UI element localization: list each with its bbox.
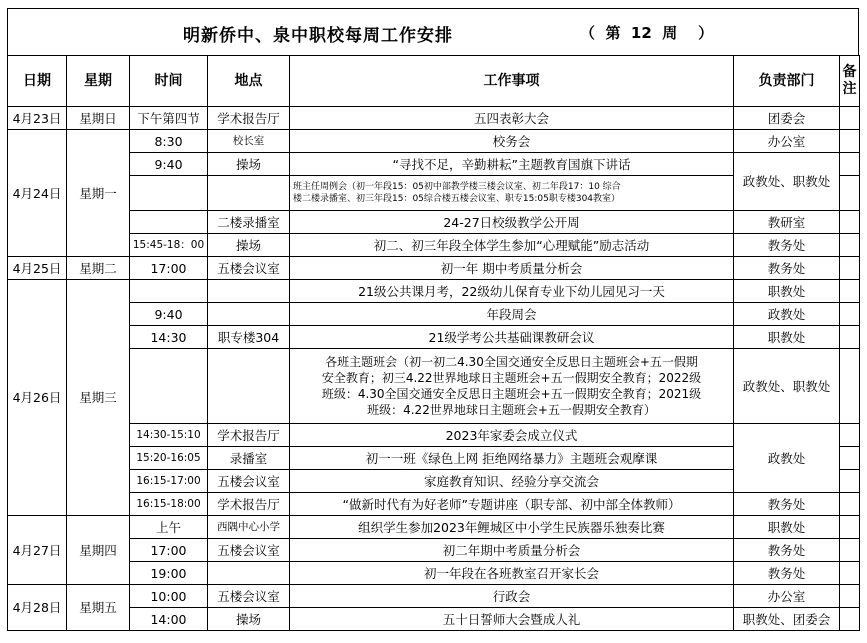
- date-cell: 4月25日: [8, 257, 67, 280]
- time-cell: 19:00: [130, 562, 208, 585]
- column-header-place: 地点: [208, 56, 290, 107]
- place-cell: 五楼会议室: [208, 470, 290, 493]
- place-cell: [208, 303, 290, 326]
- page-title: 明新侨中、泉中职校每周工作安排: [183, 26, 453, 46]
- dept-cell: 教务处: [734, 493, 840, 516]
- time-cell: [130, 176, 208, 211]
- column-header-date: 日期: [8, 56, 67, 107]
- note-cell: [840, 424, 860, 447]
- weekday-cell: 星期四: [67, 516, 130, 585]
- dept-cell: 办公室: [734, 130, 840, 153]
- item-cell: 各班主题班会（初一初二4.30全国交通安全反思日主题班会+五一假期 安全教育；初三4.22世界地球日主题班会+五一假期安全教育；2022级 班级：4.30全国交通安全反思日主题班会+五一假期安全教育；2021级 班级：4.22世界地球日主题班会+五一假期安全教育）: [290, 349, 734, 424]
- note-cell: [840, 349, 860, 424]
- weekday-cell: 星期一: [67, 130, 130, 257]
- weekday-cell: 星期三: [67, 280, 130, 516]
- place-cell: 五楼会议室: [208, 539, 290, 562]
- time-cell: 下午第四节: [130, 107, 208, 130]
- time-cell: 17:00: [130, 257, 208, 280]
- item-cell: 初二年期中考质量分析会: [290, 539, 734, 562]
- note-cell: [840, 539, 860, 562]
- note-cell: [840, 280, 860, 303]
- item-cell: “寻找不足，辛勤耕耘”主题教育国旗下讲话: [290, 153, 734, 176]
- note-cell: [840, 470, 860, 493]
- item-cell: 24-27日校级教学公开周: [290, 211, 734, 234]
- dept-cell: 教务处: [734, 234, 840, 257]
- note-cell: [840, 211, 860, 234]
- table-row: [8, 130, 860, 153]
- table-row: [8, 303, 860, 326]
- place-cell: 校长室: [208, 130, 290, 153]
- time-cell: 9:40: [130, 153, 208, 176]
- place-cell: [208, 562, 290, 585]
- place-cell: 西隅中心小学: [208, 516, 290, 539]
- dept-cell: 职教处、团委会: [734, 608, 840, 631]
- time-cell: [130, 280, 208, 303]
- item-cell: 班主任周例会（初一年段15：05初中部教学楼三楼会议室、初二年段17：10 综合 楼二楼录播室、初三年段15：05综合楼五楼会议室、职专15:05职专楼304教室）: [290, 176, 734, 211]
- date-cell: 4月27日: [8, 516, 67, 585]
- item-cell: 家庭教育知识、经验分享交流会: [290, 470, 734, 493]
- note-cell: [840, 516, 860, 539]
- time-cell: 上午: [130, 516, 208, 539]
- dept-cell: 政教处: [734, 424, 840, 493]
- note-cell: [840, 447, 860, 470]
- item-cell: 五四表彰大会: [290, 107, 734, 130]
- table-row: [8, 211, 860, 234]
- place-cell: 五楼会议室: [208, 257, 290, 280]
- table-row: [8, 562, 860, 585]
- time-cell: 14:30-15:10: [130, 424, 208, 447]
- time-cell: 15:20-16:05: [130, 447, 208, 470]
- time-cell: 14:00: [130, 608, 208, 631]
- table-row: [8, 280, 860, 303]
- dept-cell: 职教处: [734, 326, 840, 349]
- table-row: [8, 447, 860, 470]
- note-cell: [840, 130, 860, 153]
- place-cell: 操场: [208, 608, 290, 631]
- note-cell: [840, 326, 860, 349]
- place-cell: 学术报告厅: [208, 493, 290, 516]
- dept-cell: 办公室: [734, 585, 840, 608]
- table-row: [8, 585, 860, 608]
- note-cell: [840, 234, 860, 257]
- place-cell: [208, 280, 290, 303]
- dept-cell: 政教处: [734, 303, 840, 326]
- weekday-cell: 星期日: [67, 107, 130, 130]
- table-row: [8, 349, 860, 424]
- time-cell: 9:40: [130, 303, 208, 326]
- note-cell: [840, 257, 860, 280]
- item-cell: 行政会: [290, 585, 734, 608]
- time-cell: 10:00: [130, 585, 208, 608]
- note-cell: [840, 303, 860, 326]
- date-cell: 4月26日: [8, 280, 67, 516]
- item-cell: 年段周会: [290, 303, 734, 326]
- date-cell: 4月23日: [8, 107, 67, 130]
- title-bar: [7, 8, 859, 55]
- column-header-weekday: 星期: [67, 56, 130, 107]
- place-cell: 录播室: [208, 447, 290, 470]
- time-cell: 15:45-18：00: [130, 234, 208, 257]
- dept-cell: 职教处: [734, 280, 840, 303]
- dept-cell: 教务处: [734, 257, 840, 280]
- dept-cell: 政教处、职教处: [734, 153, 840, 211]
- table-row: [8, 176, 860, 211]
- dept-cell: 政教处、职教处: [734, 349, 840, 424]
- dept-cell: 教务处: [734, 539, 840, 562]
- table-row: [8, 608, 860, 631]
- note-cell: [840, 107, 860, 130]
- table-row: [8, 257, 860, 280]
- place-cell: 操场: [208, 234, 290, 257]
- item-cell: 初二、初三年段全体学生参加“心理赋能”励志活动: [290, 234, 734, 257]
- place-cell: 学术报告厅: [208, 107, 290, 130]
- place-cell: 二楼录播室: [208, 211, 290, 234]
- note-cell: [840, 608, 860, 631]
- table-header-row: [8, 56, 860, 107]
- table-row: [8, 424, 860, 447]
- place-cell: 职专楼304: [208, 326, 290, 349]
- note-cell: [840, 493, 860, 516]
- item-cell: “做新时代有为好老师”专题讲座（职专部、初中部全体教师）: [290, 493, 734, 516]
- table-row: [8, 493, 860, 516]
- table-row: [8, 516, 860, 539]
- time-cell: [130, 349, 208, 424]
- item-cell: 初一年 期中考质量分析会: [290, 257, 734, 280]
- week-number: （ 第 12 周 ）: [580, 24, 714, 42]
- item-cell: 21级学考公共基础课教研会议: [290, 326, 734, 349]
- weekday-cell: 星期五: [67, 585, 130, 631]
- column-header-note: 备 注: [840, 56, 860, 107]
- time-cell: 16:15-17:00: [130, 470, 208, 493]
- column-header-time: 时间: [130, 56, 208, 107]
- dept-cell: 教务处: [734, 562, 840, 585]
- time-cell: 16:15-18:00: [130, 493, 208, 516]
- note-cell: [840, 585, 860, 608]
- schedule-sheet: [7, 8, 859, 631]
- item-cell: 2023年家委会成立仪式: [290, 424, 734, 447]
- item-cell: 初一年段在各班教室召开家长会: [290, 562, 734, 585]
- table-row: [8, 326, 860, 349]
- item-cell: 组织学生参加2023年鲤城区中小学生民族器乐独奏比赛: [290, 516, 734, 539]
- date-cell: 4月28日: [8, 585, 67, 631]
- note-cell: [840, 153, 860, 176]
- schedule-table: [7, 55, 860, 631]
- table-row: [8, 539, 860, 562]
- dept-cell: 团委会: [734, 107, 840, 130]
- table-row: [8, 153, 860, 176]
- column-header-dept: 负责部门: [734, 56, 840, 107]
- table-row: [8, 107, 860, 130]
- note-cell: [840, 562, 860, 585]
- time-cell: [130, 211, 208, 234]
- place-cell: [208, 349, 290, 424]
- item-cell: 五十日誓师大会暨成人礼: [290, 608, 734, 631]
- column-header-item: 工作事项: [290, 56, 734, 107]
- time-cell: 17:00: [130, 539, 208, 562]
- item-cell: 21级公共课月考，22级幼儿保育专业下幼儿园见习一天: [290, 280, 734, 303]
- dept-cell: 职教处: [734, 516, 840, 539]
- place-cell: 操场: [208, 153, 290, 176]
- time-cell: 8:30: [130, 130, 208, 153]
- item-cell: 初一一班《绿色上网 拒绝网络暴力》主题班会观摩课: [290, 447, 734, 470]
- place-cell: 学术报告厅: [208, 424, 290, 447]
- time-cell: 14:30: [130, 326, 208, 349]
- weekday-cell: 星期二: [67, 257, 130, 280]
- place-cell: 五楼会议室: [208, 585, 290, 608]
- item-cell: 校务会: [290, 130, 734, 153]
- note-cell: [840, 176, 860, 211]
- date-cell: 4月24日: [8, 130, 67, 257]
- place-cell: [208, 176, 290, 211]
- table-row: [8, 234, 860, 257]
- table-row: [8, 470, 860, 493]
- dept-cell: 教研室: [734, 211, 840, 234]
